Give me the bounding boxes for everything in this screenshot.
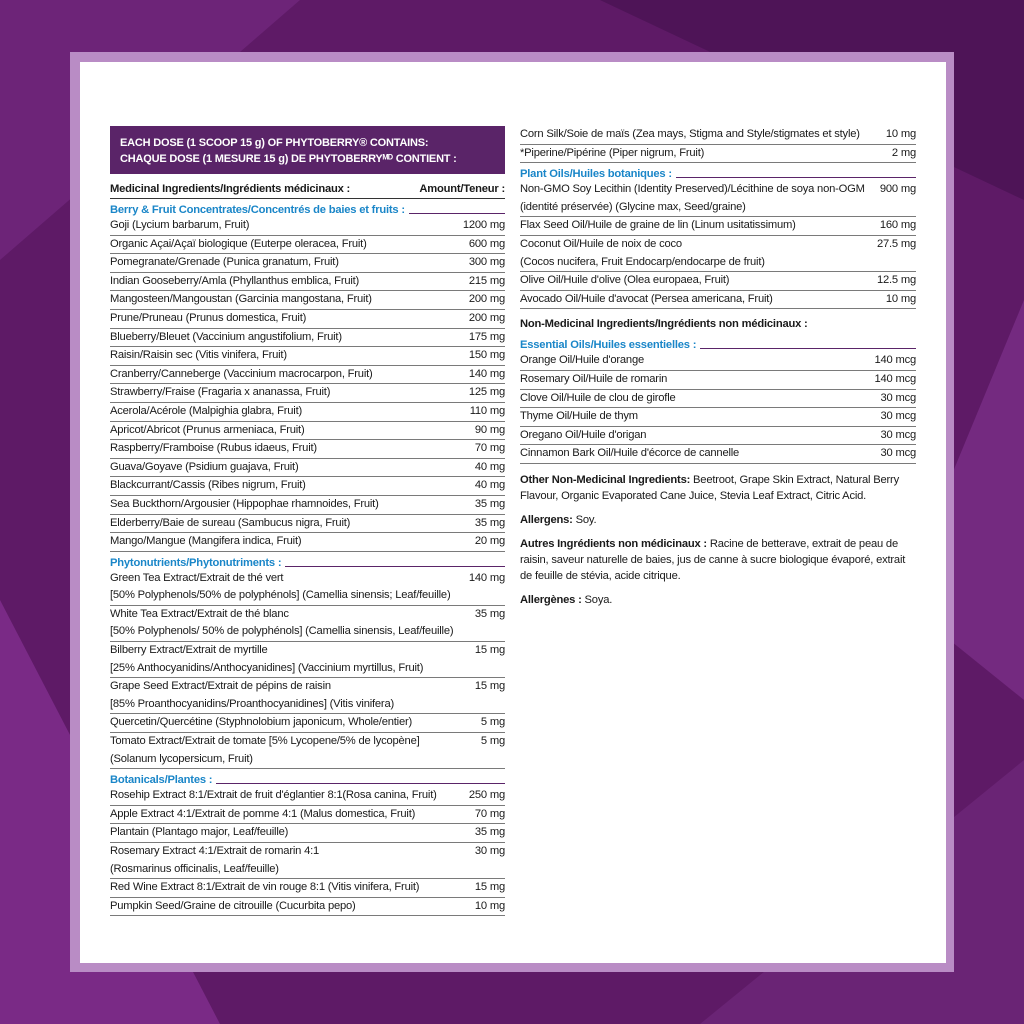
note-paragraph (520, 592, 916, 608)
section-title-text: Berry & Fruit Concentrates/Concentrés de baies et fruits : (110, 204, 405, 216)
ingredient-row (110, 787, 505, 806)
ingredient-row (110, 843, 505, 879)
note-label: Allergens: (520, 513, 573, 526)
ingredient-amount: 10 mg (885, 292, 916, 305)
ingredient-name: Cranberry/Canneberge (Vaccinium macrocarpon, Fruit) (110, 367, 373, 380)
ingredient-name: White Tea Extract/Extrait de thé blanc [50% Polyphenols/ 50% de polyphénols] (Camellia sinensis, Leaf/feuille) (110, 607, 454, 638)
ingredient-name: Corn Silk/Soie de maïs (Zea mays, Stigma and Style/stigmates et style) (520, 128, 860, 140)
ingredient-row (110, 384, 505, 403)
ingredient-amount: 40 mg (474, 479, 505, 492)
ingredient-amount: 15 mg (474, 680, 505, 693)
ingredient-name: Raisin/Raisin sec (Vitis vinifera, Fruit) (110, 349, 287, 362)
note-text: Racine de betterave, extrait de peau de raisin, saveur naturelle de baies, jus de canne à sucre biologique évaporé, extrait de feuille de stévia, acide citrique. (520, 537, 906, 582)
ingredient-row (110, 477, 505, 496)
note-paragraph (520, 536, 916, 584)
dose-banner (110, 126, 505, 174)
note-label: Allergènes : (520, 593, 582, 606)
ingredient-name: Olive Oil/Huile d'olive (Olea europaea, Fruit) (520, 274, 730, 287)
ingredient-amount: 30 mcg (880, 410, 916, 423)
note-paragraph (520, 472, 916, 504)
ingredient-row (110, 440, 505, 459)
ingredient-name: Organic Açai/Açaï biologique (Euterpe oleracea, Fruit) (110, 237, 367, 250)
ingredient-name: Grape Seed Extract/Extrait de pépins de raisin [85% Proanthocyanidins/Proanthocyanidines] (Vitis vinifera) (110, 680, 395, 710)
ingredient-name: Blueberry/Bleuet (Vaccinium angustifolium, Fruit) (110, 330, 342, 343)
ingredient-amount: 1200 mg (462, 219, 505, 231)
ingredient-row (520, 408, 916, 427)
section-rule (216, 783, 505, 784)
ingredient-row (520, 427, 916, 446)
ingredient-row (110, 570, 505, 606)
ingredient-name: Rosemary Extract 4:1/Extrait de romarin 4:1 (Rosmarinus officinalis, Leaf/feuille) (110, 845, 320, 875)
ingredient-row (110, 217, 505, 236)
banner-line-english: EACH DOSE (1 SCOOP 15 g) OF PHYTOBERRY® CONTAINS: (120, 137, 429, 149)
ingredient-name: Indian Gooseberry/Amla (Phyllanthus emblica, Fruit) (110, 274, 360, 287)
non-medicinal-header: Non-Medicinal Ingredients/Ingrédients non médicinaux : (520, 318, 808, 331)
ingredient-name: Non-GMO Soy Lecithin (Identity Preserved)/Lécithine de soya non-OGM (identité préservée) (Glycine max, Seed/graine) (520, 183, 865, 213)
section-title (110, 199, 505, 217)
ingredient-row (520, 291, 916, 310)
note-paragraph (520, 512, 916, 528)
ingredient-row (110, 310, 505, 329)
ingredient-row (520, 181, 916, 217)
ingredient-name: Apricot/Abricot (Prunus armeniaca, Fruit) (110, 423, 305, 436)
ingredient-name: Thyme Oil/Huile de thym (520, 410, 638, 423)
ingredient-amount: 175 mg (468, 330, 505, 343)
section-rule (409, 213, 505, 214)
section-rule (676, 177, 916, 178)
ingredient-name: Raspberry/Framboise (Rubus idaeus, Fruit) (110, 442, 317, 455)
ingredient-name: Blackcurrant/Cassis (Ribes nigrum, Fruit) (110, 479, 306, 492)
ingredient-row (110, 879, 505, 898)
note-text: Soya. (581, 593, 613, 606)
ingredient-amount: 12.5 mg (876, 274, 916, 287)
ingredient-name: Orange Oil/Huile d'orange (520, 354, 645, 367)
ingredient-amount: 600 mg (468, 237, 505, 250)
ingredient-row (110, 254, 505, 273)
section-rule (700, 348, 916, 349)
ingredient-row (110, 733, 505, 769)
ingredient-amount: 30 mg (474, 845, 505, 857)
ingredient-amount: 15 mg (474, 881, 505, 894)
ingredient-name: Mangosteen/Mangoustan (Garcinia mangostana, Fruit) (110, 293, 372, 306)
ingredient-name: Green Tea Extract/Extrait de thé vert [50% Polyphenols/50% de polyphénols] (Camellia sinensis; Leaf/feuille) (110, 571, 451, 602)
ingredient-amount: 35 mg (474, 497, 505, 510)
notes-section (520, 472, 916, 608)
ingredient-amount: 20 mg (474, 535, 505, 548)
section-title-text: Phytonutrients/Phytonutriments : (110, 556, 282, 569)
ingredient-row (110, 533, 505, 552)
ingredient-name: Flax Seed Oil/Huile de graine de lin (Linum usitatissimum) (520, 219, 796, 232)
ingredient-amount: 35 mg (474, 607, 505, 620)
ingredient-amount: 160 mg (879, 219, 916, 232)
ingredient-name: Quercetin/Quercétine (Styphnolobium japonicum, Whole/entier) (110, 716, 413, 729)
ingredient-amount: 110 mg (469, 404, 505, 417)
note-label: Other Non-Medicinal Ingredients: (520, 473, 691, 486)
section-title-text: Botanicals/Plantes : (110, 774, 213, 787)
ingredient-row (110, 291, 505, 310)
section-title-text: Plant Oils/Huiles botaniques : (520, 168, 672, 181)
ingredient-name: Red Wine Extract 8:1/Extrait de vin rouge 8:1 (Vitis vinifera, Fruit) (110, 881, 420, 894)
ingredient-row (110, 642, 505, 678)
ingredient-name: Rosehip Extract 8:1/Extrait de fruit d'églantier 8:1(Rosa canina, Fruit) (110, 789, 437, 802)
ingredient-row (110, 515, 505, 534)
ingredient-name: Elderberry/Baie de sureau (Sambucus nigra, Fruit) (110, 516, 351, 529)
section-title (520, 163, 916, 181)
ingredient-name: Acerola/Acérole (Malpighia glabra, Fruit) (110, 404, 303, 417)
ingredient-amount: 10 mg (885, 128, 916, 140)
ingredient-amount: 30 mcg (880, 447, 916, 460)
essential-oils-section (520, 334, 916, 464)
ingredient-name: Rosemary Oil/Huile de romarin (520, 372, 668, 385)
ingredient-name: Tomato Extract/Extrait de tomate [5% Lycopene/5% de lycopène] (Solanum lycopersicum, Fruit) (110, 735, 420, 765)
ingredient-row (110, 347, 505, 366)
note-text: Soy. (572, 513, 597, 526)
ingredient-amount: 250 mg (468, 789, 505, 802)
ingredient-name: Cinnamon Bark Oil/Huile d'écorce de cannelle (520, 447, 740, 460)
ingredient-amount: 140 mcg (874, 372, 916, 385)
section-rule (285, 566, 505, 567)
banner-line-french: CHAQUE DOSE (1 MESURE 15 g) DE PHYTOBERRYᴹᴰ CONTIENT : (120, 153, 457, 165)
ingredient-amount: 215 mg (468, 274, 505, 287)
ingredient-amount: 140 mg (468, 367, 505, 380)
ingredient-row (110, 714, 505, 733)
ingredient-row (110, 496, 505, 515)
ingredient-amount: 10 mg (474, 899, 505, 912)
ingredient-name: Pumpkin Seed/Graine de citrouille (Cucurbita pepo) (110, 899, 356, 912)
ingredient-name: Clove Oil/Huile de clou de girofle (520, 391, 676, 404)
ingredient-row (110, 273, 505, 292)
ingredient-row (110, 403, 505, 422)
plant-oils-section (520, 163, 916, 309)
ingredient-amount: 35 mg (474, 516, 505, 529)
ingredient-row (520, 352, 916, 371)
ingredient-amount: 200 mg (468, 293, 505, 306)
ingredient-name: Goji (Lycium barbarum, Fruit) (110, 219, 250, 231)
right-column (520, 126, 916, 608)
ingredient-row (110, 898, 505, 917)
amount-header: Amount/Teneur : (419, 183, 505, 195)
left-sections (110, 199, 505, 916)
ingredient-amount: 15 mg (474, 644, 505, 657)
ingredient-name: Plantain (Plantago major, Leaf/feuille) (110, 826, 289, 839)
ingredient-amount: 30 mcg (880, 428, 916, 441)
ingredient-row (110, 422, 505, 441)
ingredient-amount: 2 mg (891, 146, 916, 159)
section-title (110, 552, 505, 570)
table-header (110, 174, 505, 199)
right-top-rows (520, 126, 916, 163)
ingredient-row (520, 126, 916, 145)
ingredient-amount: 200 mg (468, 311, 505, 324)
ingredient-row (110, 824, 505, 843)
ingredient-amount: 90 mg (474, 423, 505, 436)
ingredient-amount: 150 mg (468, 349, 505, 362)
ingredient-amount: 70 mg (474, 807, 505, 820)
ingredient-name: *Piperine/Pipérine (Piper nigrum, Fruit) (520, 146, 705, 159)
ingredient-name: Bilberry Extract/Extrait de myrtille [25% Anthocyanidins/Anthocyanidines] (Vaccinium myrtillus, Fruit) (110, 644, 424, 674)
note-label: Autres Ingrédients non médicinaux : (520, 537, 707, 550)
ingredients-header: Medicinal Ingredients/Ingrédients médicinaux : (110, 183, 351, 195)
ingredient-row (520, 236, 916, 272)
ingredient-amount: 30 mcg (880, 391, 916, 404)
ingredient-name: Coconut Oil/Huile de noix de coco (Cocos nucifera, Fruit Endocarp/endocarpe de fruit) (520, 237, 765, 268)
left-column (110, 126, 505, 916)
ingredient-amount: 140 mcg (874, 354, 916, 367)
ingredient-amount: 300 mg (468, 256, 505, 269)
ingredient-amount: 70 mg (474, 442, 505, 455)
ingredient-name: Guava/Goyave (Psidium guajava, Fruit) (110, 460, 299, 473)
ingredient-name: Sea Buckthorn/Argousier (Hippophae rhamnoides, Fruit) (110, 497, 379, 510)
ingredient-name: Strawberry/Fraise (Fragaria x ananassa, Fruit) (110, 386, 331, 399)
ingredient-row (520, 272, 916, 291)
ingredient-row (110, 236, 505, 255)
ingredient-amount: 40 mg (474, 460, 505, 473)
note-text: Beetroot, Grape Skin Extract, Natural Berry Flavour, Organic Evaporated Cane Juice, Stevia Leaf Extract, Citric Acid. (520, 473, 899, 502)
ingredient-amount: 5 mg (480, 735, 505, 748)
ingredient-name: Apple Extract 4:1/Extrait de pomme 4:1 (Malus domestica, Fruit) (110, 807, 416, 820)
ingredient-row (520, 445, 916, 464)
ingredient-row (110, 459, 505, 478)
section-title (110, 769, 505, 787)
section-title-text: Essential Oils/Huiles essentielles : (520, 339, 697, 352)
ingredient-row (110, 678, 505, 714)
ingredient-row (520, 217, 916, 236)
ingredient-row (110, 806, 505, 825)
ingredient-name: Mango/Mangue (Mangifera indica, Fruit) (110, 535, 302, 548)
ingredient-amount: 5 mg (480, 716, 505, 729)
ingredient-row (520, 145, 916, 164)
ingredient-name: Pomegranate/Grenade (Punica granatum, Fruit) (110, 256, 339, 269)
section-title (520, 334, 916, 352)
ingredient-row (520, 390, 916, 409)
ingredient-name: Avocado Oil/Huile d'avocat (Persea americana, Fruit) (520, 292, 773, 305)
ingredient-row (110, 329, 505, 348)
ingredient-amount: 900 mg (879, 183, 916, 196)
ingredient-row (110, 606, 505, 642)
ingredient-amount: 35 mg (474, 826, 505, 839)
ingredient-name: Oregano Oil/Huile d'origan (520, 428, 647, 441)
ingredient-amount: 140 mg (468, 571, 505, 584)
ingredient-name: Prune/Pruneau (Prunus domestica, Fruit) (110, 311, 307, 324)
ingredient-row (110, 366, 505, 385)
ingredient-row (520, 371, 916, 390)
ingredient-amount: 125 mg (468, 386, 505, 399)
ingredient-amount: 27.5 mg (876, 237, 916, 250)
